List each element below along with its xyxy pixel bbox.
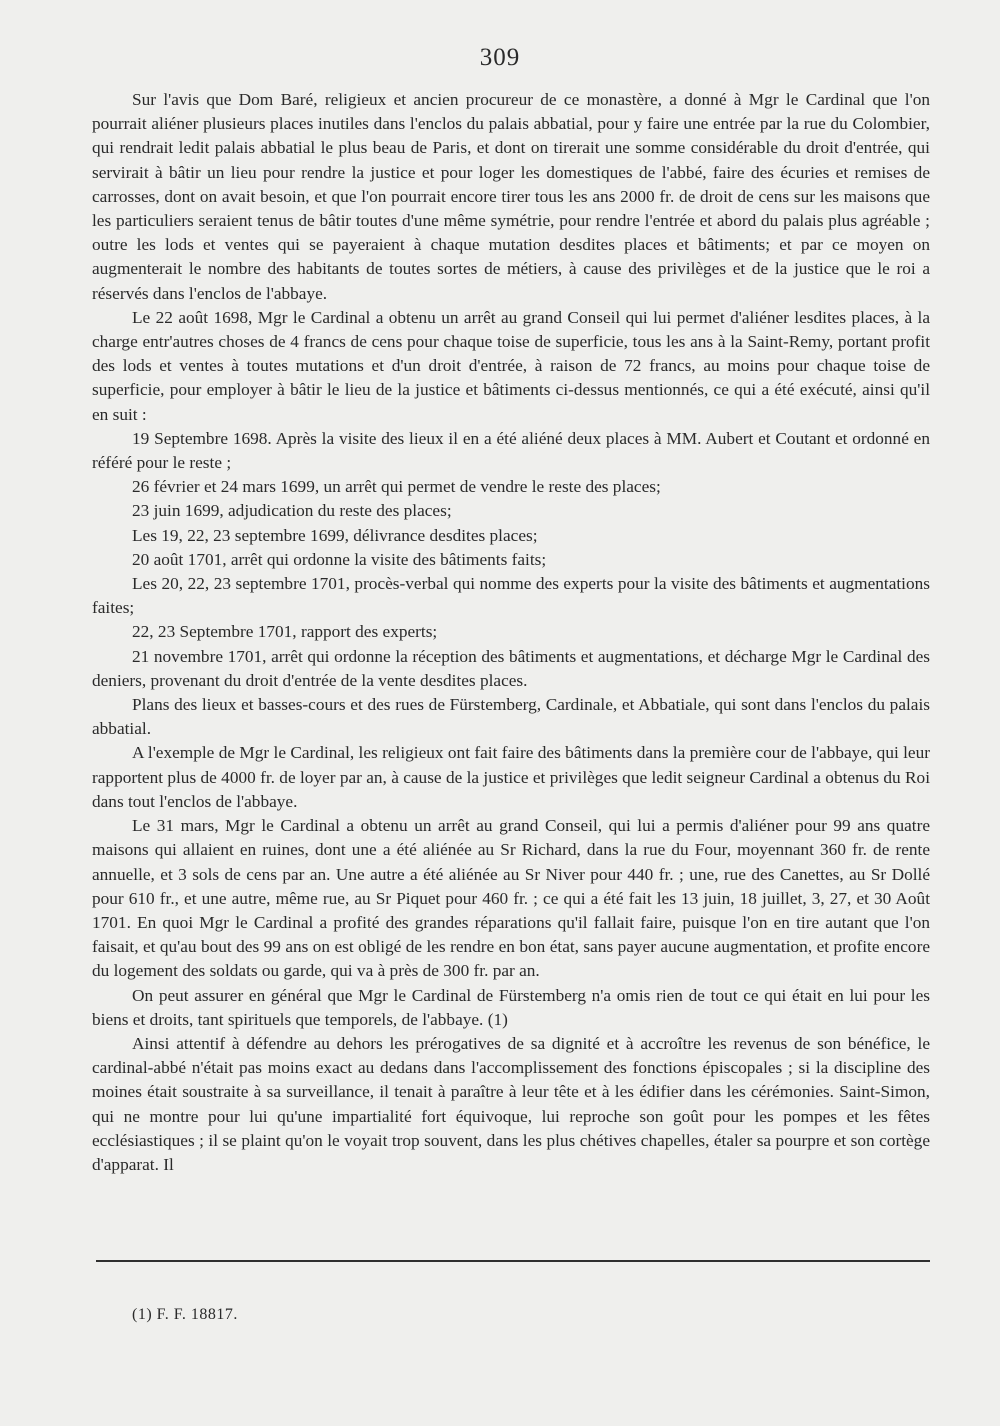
- paragraph: Le 31 mars, Mgr le Cardinal a obtenu un arrêt au grand Conseil, qui lui a permis d'aliéner pour 99 ans quatre maisons qui allaient en ruines, dont une a été aliénée au Sr Richard, dans la rue du Four, moyennant 360 fr. de rente annuelle, et 3 sols de cens par an. Une autre a été aliénée au Sr Niver pour 440 fr. ; une, rue des Canettes, au Sr Dollé pour 610 fr., et une autre, même rue, au Sr Piquet pour 460 fr. ; ce qui a été fait les 13 juin, 18 juillet, 3, 27, et 30 Août 1701. En quoi Mgr le Cardinal a profité des grandes réparations qu'il fallait faire, puisque l'on en tire autant que l'on faisait, et qu'au bout des 99 ans on est obligé de les rendre en bon état, sans payer aucune augmentation, et profite encore du logement des soldats ou garde, qui va à près de 300 fr. par an.: [92, 816, 930, 981]
- paragraph: 23 juin 1699, adjudication du reste des places;: [132, 501, 452, 521]
- paragraph: 22, 23 Septembre 1701, rapport des experts;: [132, 622, 438, 642]
- paragraph: Les 20, 22, 23 septembre 1701, procès-verbal qui nomme des experts pour la visite des bâtiments et augmentations faites;: [92, 574, 930, 618]
- paragraph: 21 novembre 1701, arrêt qui ordonne la réception des bâtiments et augmentations, et décharge Mgr le Cardinal des deniers, provenant du droit d'entrée de la vente desdites places.: [92, 646, 930, 690]
- paragraph: 19 Septembre 1698. Après la visite des lieux il en a été aliéné deux places à MM. Aubert et Coutant et ordonné en référé pour le reste ;: [92, 428, 930, 473]
- paragraph: A l'exemple de Mgr le Cardinal, les religieux ont fait faire des bâtiments dans la première cour de l'abbaye, qui leur rapportent plus de 4000 fr. de loyer par an, à cause de la justice et privilèges que ledit seigneur Cardinal a obtenus du Roi dans tout l'enclos de l'abbaye.: [92, 743, 930, 811]
- paragraph: 20 août 1701, arrêt qui ordonne la visite des bâtiments faits;: [132, 549, 547, 569]
- footnote: (1) F. F. 18817.: [132, 1306, 238, 1323]
- paragraph: Ainsi attentif à défendre au dehors les prérogatives de sa dignité et à accroître les revenus de son bénéfice, le cardinal-abbé n'était pas moins exact au dedans dans l'accomplissement des fonctions épiscopales ; si la discipline des moines était soustraite à sa surveillance, il tenait à paraître à leur tête et à les édifier dans les cérémonies. Saint-Simon, qui ne montre pour lui qu'une impartialité fort équivoque, lui reproche son goût pour les pompes et les fêtes ecclésiastiques ; il se plaint qu'on le voyait trop souvent, dans les plus chétives chapelles, étaler sa pourpre et son cortège d'apparat. Il: [92, 1033, 930, 1174]
- paragraph: Plans des lieux et basses-cours et des rues de Fürstemberg, Cardinale, et Abbatiale, qui sont dans l'enclos du palais abbatial.: [92, 695, 930, 739]
- paragraph: 26 février et 24 mars 1699, un arrêt qui permet de vendre le reste des places;: [132, 477, 661, 497]
- paragraph: Le 22 août 1698, Mgr le Cardinal a obtenu un arrêt au grand Conseil qui lui permet d'aliéner lesdites places, à la charge entr'autres choses de 4 francs de cens pour chaque toise de superficie, tous les ans à la Saint-Remy, portant profit des lods et ventes à toutes mutations et d'un droit d'entrée, à raison de 72 francs, au moins pour chaque toise de superficie, pour employer à bâtir le lieu de la justice et bâtiments ci-dessus mentionnés, ce qui a été exécuté, ainsi qu'il en suit :: [92, 307, 930, 424]
- footnote-divider: [96, 1260, 930, 1262]
- paragraph: Les 19, 22, 23 septembre 1699, délivrance desdites places;: [132, 525, 538, 545]
- body-text: [92, 88, 930, 1177]
- paragraph: On peut assurer en général que Mgr le Cardinal de Fürstemberg n'a omis rien de tout ce qui était en lui pour les biens et droits, tant spirituels que temporels, de l'abbaye. (1): [92, 985, 930, 1029]
- paragraph: Sur l'avis que Dom Baré, religieux et ancien procureur de ce monastère, a donné à Mgr le Cardinal que l'on pourrait aliéner plusieurs places inutiles dans l'enclos du palais abbatial, pour y faire une entrée par la rue du Colombier, qui rendrait ledit palais abbatial le plus beau de Paris, et dont on tirerait une somme considérable du droit d'entrée, qui servirait à bâtir un lieu pour rendre la justice et pour loger les domestiques de l'abbé, faire des écuries et remises de carrosses, dont on avait besoin, et que l'on pourrait encore tirer tous les ans 2000 fr. de droit de cens sur les maisons que les particuliers seraient tenus de bâtir toutes d'une même symétrie, pour rendre l'entrée et abord du palais plus agréable ; outre les lods et ventes qui se payeraient à chaque mutation desdites places et bâtiments; et par ce moyen on augmenterait le nombre des habitants de toutes sortes de métiers, à cause des privilèges et de la justice que le roi a réservés dans l'enclos de l'abbaye.: [92, 90, 930, 303]
- page-number: 309: [479, 44, 521, 71]
